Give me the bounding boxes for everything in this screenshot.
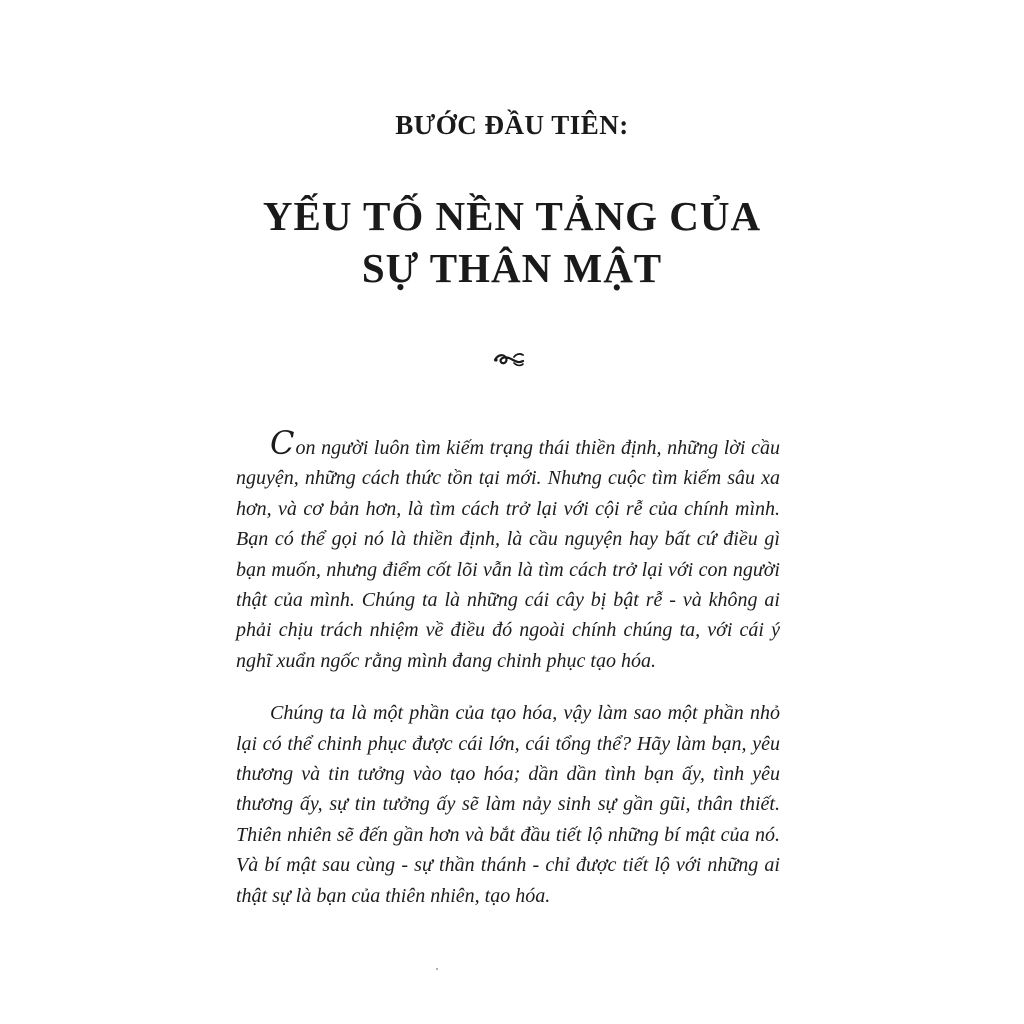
- page-speck: [436, 968, 438, 970]
- chapter-title: [0, 190, 1024, 294]
- flourish-ornament-icon: [492, 348, 526, 370]
- chapter-title-line-1: YẾU TỐ NỀN TẢNG CỦA: [262, 193, 762, 239]
- drop-cap: C: [270, 424, 295, 462]
- chapter-label: BƯỚC ĐẦU TIÊN:: [395, 110, 629, 140]
- chapter-title-line-2: SỰ THÂN MẬT: [361, 245, 663, 291]
- body-text: [236, 424, 780, 911]
- paragraph-1-text: on người luôn tìm kiếm trạng thái thiền định, những lời cầu nguyện, những cách thức tồn tại mới. Nhưng cuộc tìm kiếm sâu xa hơn, và cơ bản hơn, là tìm cách trở lại với cội rễ của chính mình. Bạn có thể gọi nó là thiền định, là cầu nguyện hay bất cứ điều gì bạn muốn, nhưng điểm cốt lõi vẫn là tìm cách trở lại với con người thật của mình. Chúng ta là những cái cây bị bật rễ - và không ai phải chịu trách nhiệm về điều đó ngoài chính chúng ta, với cái ý nghĩ xuẩn ngốc rằng mình đang chinh phục tạo hóa.: [236, 437, 780, 672]
- paragraph-2: Chúng ta là một phần của tạo hóa, vậy làm sao một phần nhỏ lại có thể chinh phục được cái lớn, cái tổng thể? Hãy làm bạn, yêu thương và tin tưởng vào tạo hóa; dần dần tình bạn ấy, tình yêu thương ấy, sự tin tưởng ấy sẽ làm nảy sinh sự gần gũi, thân thiết. Thiên nhiên sẽ đến gần hơn và bắt đầu tiết lộ những bí mật của nó. Và bí mật sau cùng - sự thần thánh - chỉ được tiết lộ với những ai thật sự là bạn của thiên nhiên, tạo hóa.: [236, 702, 780, 907]
- paragraph-1: [236, 424, 780, 676]
